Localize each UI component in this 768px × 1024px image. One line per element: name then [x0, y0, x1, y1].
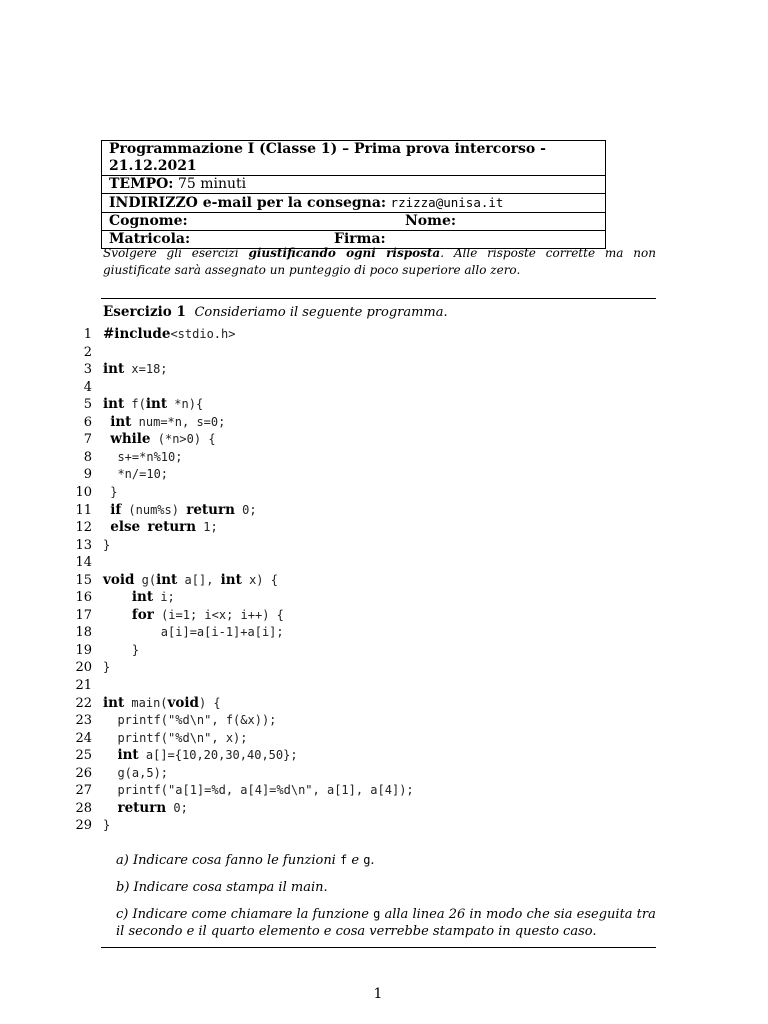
- code-text: [103, 414, 225, 432]
- code-token: }: [103, 660, 111, 675]
- code-token: f(: [124, 397, 146, 412]
- code-text: [103, 537, 110, 555]
- line-number: 27: [75, 783, 92, 799]
- line-number: 16: [75, 590, 92, 606]
- code-token: printf("a[1]=%d, a[4]=%d\n", a[1], a[4]);: [103, 783, 414, 798]
- code-text: [103, 712, 276, 730]
- code-keyword: void: [167, 694, 199, 711]
- line-number: 18: [75, 625, 92, 641]
- code-token: <stdio.h>: [170, 327, 236, 341]
- line-number: 2: [83, 344, 92, 360]
- line-number: 10: [75, 484, 92, 500]
- question-text: alla linea 26 in modo che sia eseguita tra il secondo e il quarto elemento e cosa verrebbe stampato in questo caso.: [116, 907, 656, 939]
- email-row: [102, 194, 606, 213]
- code-token: [103, 590, 132, 604]
- email-label: INDIRIZZO e-mail per la consegna:: [109, 195, 387, 211]
- code-text: [103, 695, 221, 713]
- code-text: [103, 642, 139, 660]
- code-text: [103, 607, 284, 625]
- code-text: [103, 624, 284, 642]
- code-keyword: if: [110, 501, 122, 518]
- code-token: }: [103, 818, 111, 833]
- code-text: [103, 747, 298, 765]
- code-token: i;: [153, 590, 175, 605]
- code-token: 0;: [166, 800, 188, 815]
- code-text: [103, 326, 235, 344]
- code-token: main(: [124, 695, 168, 710]
- line-number: 3: [83, 362, 92, 378]
- cognome-label: Cognome:: [109, 213, 188, 229]
- code-token: [103, 748, 117, 762]
- code-keyword: int: [117, 747, 139, 764]
- exam-header-table: [101, 140, 606, 249]
- line-number: 11: [75, 502, 92, 518]
- nome-label: Nome:: [405, 213, 457, 229]
- line-number: 6: [83, 414, 92, 430]
- page-number: 1: [373, 986, 383, 1002]
- line-number: 9: [83, 467, 92, 483]
- tempo-label: TEMPO:: [109, 176, 174, 192]
- code-token: printf("%d\n", x);: [103, 730, 248, 745]
- question-item: [116, 879, 656, 896]
- question-code-ref: f: [339, 853, 348, 867]
- code-keyword: int: [103, 694, 125, 711]
- code-token: a[i]=a[i-1]+a[i];: [103, 625, 284, 640]
- question-item: [116, 906, 656, 940]
- code-text: [103, 659, 110, 677]
- code-text: [103, 484, 117, 502]
- code-token: x) {: [241, 572, 278, 587]
- code-text: [103, 449, 182, 467]
- code-token: printf("%d\n", f(&x));: [103, 713, 277, 728]
- line-number: 23: [75, 713, 92, 729]
- exercise-label: Esercizio 1: [103, 304, 186, 320]
- name-row: [102, 213, 606, 231]
- code-token: *n/=10;: [103, 467, 169, 482]
- line-number: 12: [75, 520, 92, 536]
- code-text: [103, 361, 168, 379]
- line-number: 5: [83, 397, 92, 413]
- code-keyword: int: [110, 413, 132, 430]
- code-token: (num%s): [121, 502, 187, 517]
- exam-title: Programmazione I (Classe 1) – Prima prova intercorso - 21.12.2021: [102, 141, 606, 176]
- code-token: }: [103, 537, 111, 552]
- line-number: 14: [75, 555, 92, 571]
- code-keyword: else: [110, 519, 141, 536]
- line-number: 13: [75, 537, 92, 553]
- line-number: 24: [75, 730, 92, 746]
- line-number: 7: [83, 432, 92, 448]
- code-token: 0;: [234, 502, 257, 517]
- line-number: 15: [75, 572, 92, 588]
- code-token: g(a,5);: [103, 765, 169, 780]
- bottom-divider: [101, 947, 656, 948]
- question-item: [116, 852, 656, 869]
- code-token: s+=*n%10;: [103, 449, 183, 464]
- code-token: (i=1; i<x; i++) {: [153, 607, 284, 622]
- code-text: [103, 765, 168, 783]
- code-token: }: [103, 642, 140, 657]
- code-token: num=*n, s=0;: [131, 414, 226, 429]
- question-code-ref: g: [373, 907, 381, 921]
- line-number: 1: [83, 327, 92, 342]
- instructions-text-a: Svolgere gli esercizi: [103, 246, 249, 260]
- code-keyword: while: [110, 431, 151, 448]
- code-text: [103, 782, 414, 800]
- question-text: a) Indicare cosa fanno le funzioni: [116, 853, 340, 868]
- question-text: .: [370, 853, 375, 868]
- tempo-row: [102, 176, 606, 194]
- exercise-heading: [103, 304, 448, 320]
- instructions-text-b: . Alle risposte corrette ma non giustificate sarà assegnato un punteggio di poco superiore allo zero.: [103, 246, 656, 277]
- code-keyword: #include: [103, 326, 171, 342]
- exercise-description: Consideriamo il seguente programma.: [194, 305, 448, 320]
- code-token: (*n>0) {: [150, 432, 216, 447]
- code-token: a[],: [177, 572, 221, 587]
- code-text: [103, 730, 248, 748]
- code-token: g(: [134, 572, 157, 587]
- code-text: [103, 502, 257, 520]
- line-number: 19: [75, 642, 92, 658]
- line-number: 17: [75, 607, 92, 623]
- code-keyword: int: [103, 396, 125, 413]
- code-token: }: [103, 484, 118, 499]
- question-text: c) Indicare come chiamare la funzione: [116, 907, 374, 922]
- question-text: e: [347, 853, 364, 868]
- code-token: ) {: [198, 695, 221, 710]
- code-text: [103, 800, 188, 818]
- code-keyword: int: [156, 571, 178, 588]
- line-number: 8: [83, 449, 92, 465]
- code-keyword: return: [147, 519, 197, 536]
- code-token: a[]={10,20,30,40,50};: [138, 748, 298, 763]
- code-keyword: int: [220, 571, 242, 588]
- line-number: 28: [75, 800, 92, 816]
- code-keyword: for: [131, 606, 154, 623]
- code-keyword: return: [186, 501, 235, 518]
- code-keyword: int: [145, 396, 168, 413]
- line-number: 21: [75, 678, 92, 693]
- code-token: [103, 801, 117, 815]
- code-token: 1;: [196, 520, 218, 535]
- code-keyword: int: [103, 361, 125, 378]
- line-number: 26: [75, 765, 92, 781]
- code-token: x=18;: [124, 362, 168, 377]
- line-number: 20: [75, 660, 92, 676]
- code-text: [103, 519, 218, 537]
- code-keyword: int: [131, 589, 154, 606]
- code-text: [103, 817, 110, 835]
- question-text: b) Indicare cosa stampa il main.: [116, 880, 328, 895]
- line-number: 22: [75, 695, 92, 711]
- code-text: [103, 466, 168, 484]
- line-number: 4: [83, 379, 92, 395]
- code-text: [103, 431, 216, 449]
- top-divider: [101, 298, 656, 299]
- code-keyword: return: [117, 799, 167, 816]
- tempo-value: 75 minuti: [177, 176, 247, 192]
- code-text: [103, 572, 278, 590]
- question-code-ref: g: [363, 853, 371, 867]
- line-number: 25: [75, 748, 92, 764]
- instructions-emphasis: giustificando ogni risposta: [248, 246, 441, 260]
- code-text: [103, 589, 175, 607]
- code-text: [103, 396, 203, 414]
- email-value: rzizza@unisa.it: [390, 195, 504, 210]
- code-keyword: void: [103, 571, 135, 588]
- instructions: [103, 245, 656, 279]
- line-number: 29: [75, 818, 92, 834]
- firma-label: Firma:: [334, 231, 386, 247]
- matricola-label: Matricola:: [109, 231, 191, 247]
- code-token: [103, 608, 132, 622]
- code-token: *n){: [167, 397, 204, 412]
